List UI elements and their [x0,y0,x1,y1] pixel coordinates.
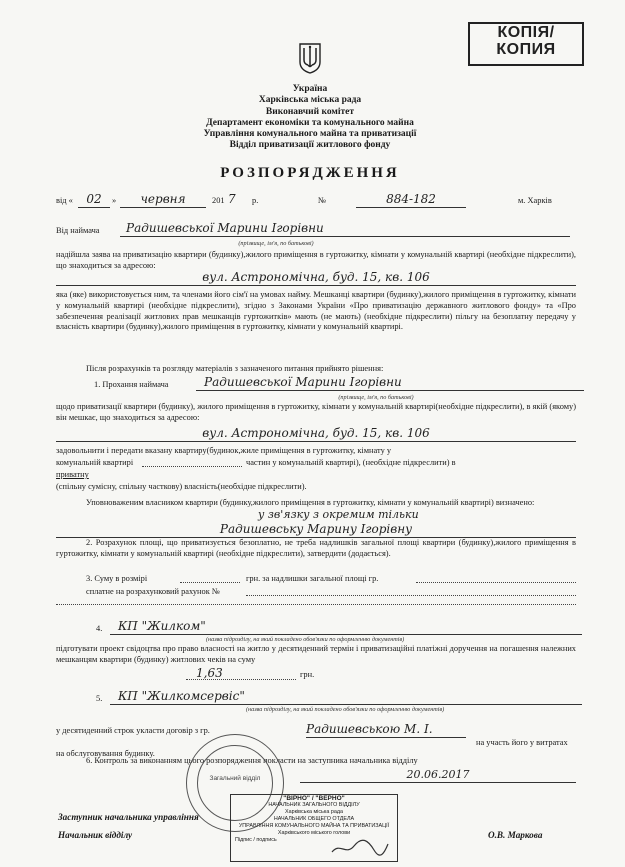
number-label: № [318,196,326,205]
handwritten-signature-icon [330,838,390,858]
contract-text-post: на участь його у витратах на обслуговування будинку. [56,738,568,758]
item-1-label: 1. Прохання наймача [94,380,169,389]
address-1: вул. Астрономічна, буд. 15, кв. 106 [56,270,576,286]
paragraph-certificate: підготувати проект свідоцтва про право власності на житло у десятиденний термін і приватизаційні платіжні доручення на погашення належних мешканцям квартири (будинку) житлових чеків на суму [56,644,576,664]
item-3-row-2 [56,587,576,599]
ownership-options: (спільну сумісну, спільну часткову) власність(необхідне підкреслити). [56,482,307,491]
head-name: О.В. Маркова [488,830,543,840]
item-5-hint: (назва підрозділу, на який покладено обов'язки по оформленню документів) [246,706,445,713]
item-3-account-label: сплатне на розрахунковий рахунок № [86,587,220,596]
coat-of-arms-icon [298,42,322,74]
date-year-prefix: 201 [212,196,225,205]
copy-stamp [468,22,584,66]
transfer-communal-label: комунальній квартирі [56,458,134,467]
paragraph-application: надійшла заява на приватизацію квартири (будинку),жилого приміщення в гуртожитку, кімнати у комунальній квартирі (необхідне підкреслити), що знаходиться за адресою: [56,250,576,270]
date-day: 02 [78,192,110,208]
header-directorate: Управління комунального майна та приватизації [203,129,417,140]
paragraph-owner: Уповноваженим власником квартири (будинку,жилого приміщення в гуртожитку, кімнати у комунальній квартирі) визначено: [86,498,535,507]
item-1-name: Радишевської Марини Ігорівни [196,375,584,391]
item-3-extra-line [56,604,576,605]
certificate-sum-line [186,679,296,680]
paragraph-usage: яка (яке) використовується ним, та членами його сім'ї на умовах найму. Мешканці квартири (будинку),жилого приміщення в гуртожитку, кімнати у комунальній квартирі (необхідне підкреслити), згідно з Законами України «Про приватизацію державного житлового фонду» та «Про забезпечення реалізації житлових прав мешканців гуртожитків» мають (не мають) (необхідне підкреслити) пільгу на безоплатну передачу у власність квартири (будинку),жилого приміщення в гуртожитку, кімнати у комунальній квартирі. [56,290,576,332]
date-year-suffix: 7 [228,192,236,206]
item-3-citizen-blank [416,582,576,583]
header-country: Україна [292,84,328,94]
verno-line3: НАЧАЛЬНИК ОБЩЕГО ОТДЕЛА [273,816,355,822]
tenant-hint: (прізвище, ім'я, по батькові) [238,240,314,247]
ownership-private: приватну [56,470,89,479]
date-close-quote: » [112,196,117,205]
item-6: 6. Контроль за виконанням цього розпорядження покласти на заступника начальника відділу [86,756,418,765]
transfer-parts-label: частин у комунальній квартирі), (необхідне підкреслити) в [246,458,456,467]
address-2: вул. Астрономічна, буд. 15, кв. 106 [56,426,576,442]
item-3-sum-label: 3. Суму в розмірі [86,574,148,583]
date-from-label: від « [56,196,73,205]
date-row [56,194,576,208]
item-5-org: КП "Жилкомсервіс" [110,689,582,705]
document-number: 884-182 [356,192,466,208]
paragraph-privatization: щодо приватизації квартири (будинку), жилого приміщення в гуртожитку, кімнати у комунальній квартирі(необхідне підкреслити), в якій (якому) він мешкає, що знаходиться за адресою: [56,402,576,422]
header-council: Харківська міська рада [258,95,362,106]
verno-line1: НАЧАЛЬНИК ЗАГАЛЬНОГО ВІДДІЛУ [268,802,360,808]
item-3-sum-blank [180,582,240,583]
contract-text-pre: у десятиденний строк укласти договір з гр. [56,726,210,735]
verno-title: "ВІРНО" / "ВЕРНО" [283,795,345,802]
control-date: 20.06.2017 [300,768,576,783]
copy-stamp-line1: КОПІЯ/ [497,24,555,41]
item-3-surplus-label: грн. за надлишки загальної площі гр. [246,574,379,583]
document-title: РОЗПОРЯДЖЕННЯ [220,165,400,181]
item-5-row [56,690,576,714]
verno-sign-label: Підпис / подпись [235,837,277,843]
contract-person: Радишевською М. І. [306,722,466,738]
header [150,84,470,152]
owner-note: у зв'язку з окремим тільки [258,508,419,521]
tenant-name: Радишевської Марини Ігорівни [120,221,570,237]
certificate-sum-unit: грн. [300,670,315,679]
item-4-hint: (назва підрозділу, на який покладено обов'язки по оформленню документів) [206,636,405,643]
deputy-signature-label: Заступник начальника управління [58,812,199,822]
verno-line5: Харківського міського голови [277,830,351,836]
date-month: червня [120,192,206,208]
header-department: Департамент економіки та комунального майна [206,117,414,128]
verno-line2: Харківська міська рада [285,809,343,815]
date-year-label: р. [252,196,259,205]
copy-stamp-line2: КОПИЯ [496,41,556,58]
paragraph-contract [56,722,576,758]
transfer-blank [142,466,242,467]
header-committee: Виконавчий комітет [265,106,355,117]
paragraph-transfer-2 [56,458,576,470]
head-signature-label: Начальник відділу [58,830,133,840]
city-label: м. Харків [518,196,552,205]
tenant-label: Від наймача [56,226,100,235]
item-3-account-blank [246,595,576,596]
paragraph-decision: Після розрахунків та розгляду матеріалів з зазначеного питання прийнято рішення: [86,364,384,373]
owner-name: Радишевську Марину Ігорівну [56,522,576,538]
item-3-row-1 [56,574,576,586]
item-4-row [56,620,576,646]
header-division: Відділ приватизації житлового фонду [229,140,391,151]
item-4-org: КП "Жилком" [110,619,582,635]
verno-line4: УПРАВЛІННЯ КОМУНАЛЬНОГО МАЙНА ТА ПРИВАТИЗАЦІЇ [238,823,390,829]
item-1-hint: (прізвище, ім'я, по батькові) [338,394,414,401]
paragraph-transfer-1: задовольнити і передати вказану квартиру(будинок,жиле приміщення в гуртожитку, кімнату у [56,446,392,455]
item-2: 2. Розрахунок площі, що приватизується безоплатно, не треба надлишків загальної площі квартири (будинку),жилого приміщення в гуртожитку, кімнати у комунальній квартирі (необхідне підкреслити), затвердити (додається). [56,538,576,558]
item-4-label: 4. [96,624,103,633]
certificate-sum: 1,63 [196,666,223,680]
round-seal-text: Загальний відділ [209,775,261,782]
item-5-label: 5. [96,694,103,703]
